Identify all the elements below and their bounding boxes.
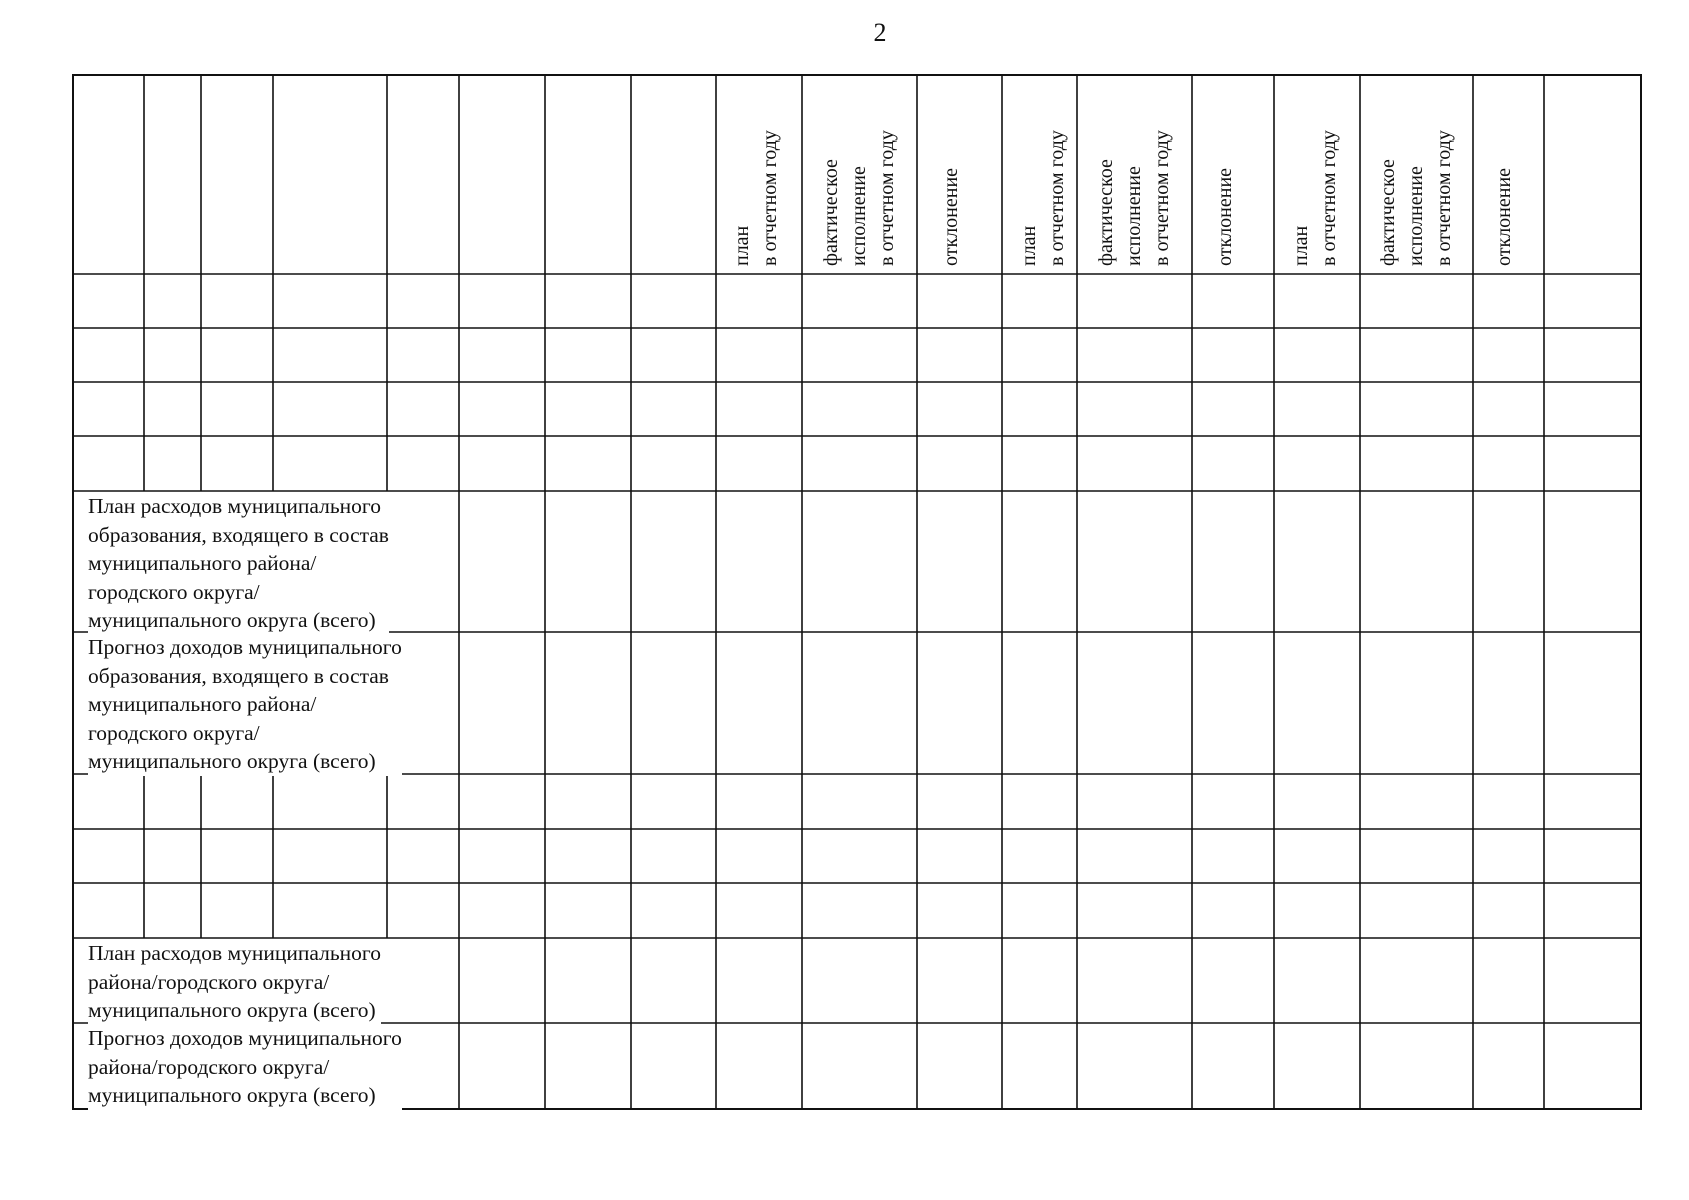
header-plan-1: план в отчетном году	[731, 130, 781, 266]
header-fact-3: фактическое исполнение в отчетном году	[1377, 130, 1455, 266]
header-fact-2: фактическое исполнение в отчетном году	[1095, 130, 1173, 266]
header-deviation-2: отклонение	[1214, 167, 1236, 266]
row-label-revenue-settlement: Прогноз доходов муниципального образования, входящего в состав муниципального района/ городского округа/ муниципального округа (всего)	[88, 633, 402, 776]
row-label-expenses-district: План расходов муниципального района/городского округа/ муниципального округа (всего)	[88, 939, 381, 1025]
header-plan-3: план в отчетном году	[1290, 130, 1340, 266]
header-deviation-3: отклонение	[1493, 167, 1515, 266]
header-deviation-1: отклонение	[940, 167, 962, 266]
page-number: 2	[873, 18, 887, 47]
row-label-expenses-settlement: План расходов муниципального образования, входящего в состав муниципального района/ городского округа/ муниципального округа (всего)	[88, 492, 389, 635]
header-plan-2: план в отчетном году	[1018, 130, 1068, 266]
header-fact-1: фактическое исполнение в отчетном году	[820, 130, 898, 266]
row-label-revenue-district: Прогноз доходов муниципального района/городского округа/ муниципального округа (всего)	[88, 1024, 402, 1110]
